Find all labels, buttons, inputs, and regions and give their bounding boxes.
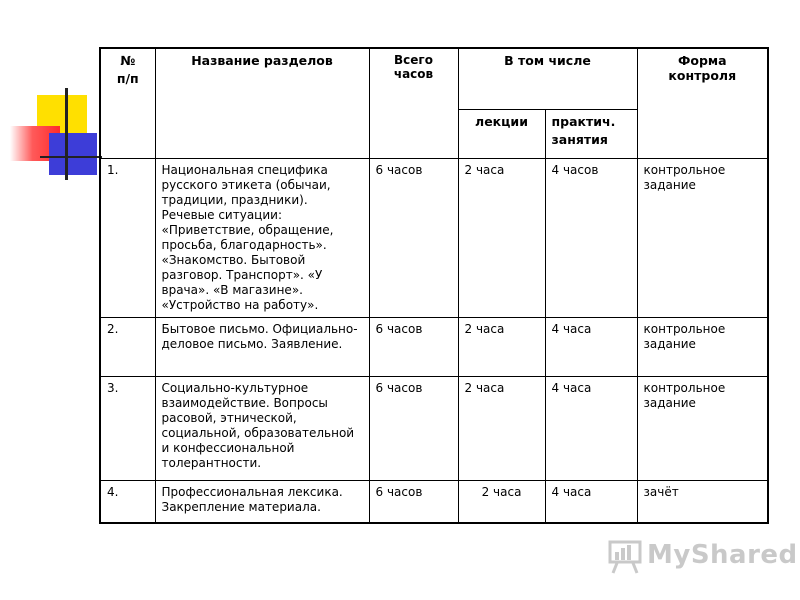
header-control [637, 48, 768, 159]
row-section: Социально-культурное взаимодействие. Вопросы расовой, этнической, социальной, образовательной и конфессиональной толерантности. [155, 377, 369, 481]
row-total-hours: 6 часов [369, 159, 458, 318]
row-control: контрольное задание [637, 377, 768, 481]
header-control-line1: Форма [677, 53, 727, 68]
row-control: зачёт [637, 481, 768, 523]
header-number [100, 48, 155, 159]
header-row [100, 48, 768, 110]
header-practice [545, 110, 637, 159]
decor-horizontal-line [40, 156, 102, 158]
row-practice: 4 часа [545, 377, 637, 481]
watermark-logo [607, 536, 798, 576]
table-row [100, 481, 768, 523]
row-number: 4. [100, 481, 155, 523]
header-including: В том числе [458, 48, 637, 110]
row-total-hours: 6 часов [369, 377, 458, 481]
row-lectures: 2 часа [458, 159, 545, 318]
row-practice: 4 часа [545, 318, 637, 377]
row-number: 3. [100, 377, 155, 481]
header-number-line2: п/п [116, 71, 139, 86]
table-row [100, 318, 768, 377]
row-section: Бытовое письмо. Официально-деловое письмо. Заявление. [155, 318, 369, 377]
row-control: контрольное задание [637, 159, 768, 318]
table-row [100, 377, 768, 481]
watermark-text: MyShared [647, 540, 798, 570]
header-lectures: лекции [458, 110, 545, 159]
table-row [100, 159, 768, 318]
header-practice-line1: практич. [551, 114, 616, 129]
row-total-hours: 6 часов [369, 481, 458, 523]
decor-blue-square [49, 133, 97, 175]
row-section: Национальная специфика русского этикета (обычаи, традиции, праздники). Речевые ситуации: «Приветствие, обращение, просьба, благодарность». «Знакомство. Бытовой разговор. Транспорт». «У врача». «В магазине». «Устройство на работу». [155, 159, 369, 318]
row-number: 1. [100, 159, 155, 318]
header-section: Название разделов [155, 48, 369, 159]
header-number-line1: № [120, 53, 136, 68]
row-control: контрольное задание [637, 318, 768, 377]
header-total-hours-line2: часов [393, 67, 434, 81]
header-total-hours-line1: Всего [394, 53, 433, 67]
decor-vertical-line [65, 88, 68, 180]
row-lectures: 2 часа [458, 318, 545, 377]
row-number: 2. [100, 318, 155, 377]
header-control-line2: контроля [668, 68, 737, 83]
curriculum-table [99, 47, 769, 524]
row-total-hours: 6 часов [369, 318, 458, 377]
row-lectures: 2 часа [458, 377, 545, 481]
presentation-board-icon [607, 536, 647, 576]
header-total-hours [369, 48, 458, 159]
row-practice: 4 часов [545, 159, 637, 318]
row-section: Профессиональная лексика. Закрепление материала. [155, 481, 369, 523]
row-practice: 4 часа [545, 481, 637, 523]
header-practice-line2: занятия [551, 132, 608, 147]
row-lectures: 2 часа [458, 481, 545, 523]
